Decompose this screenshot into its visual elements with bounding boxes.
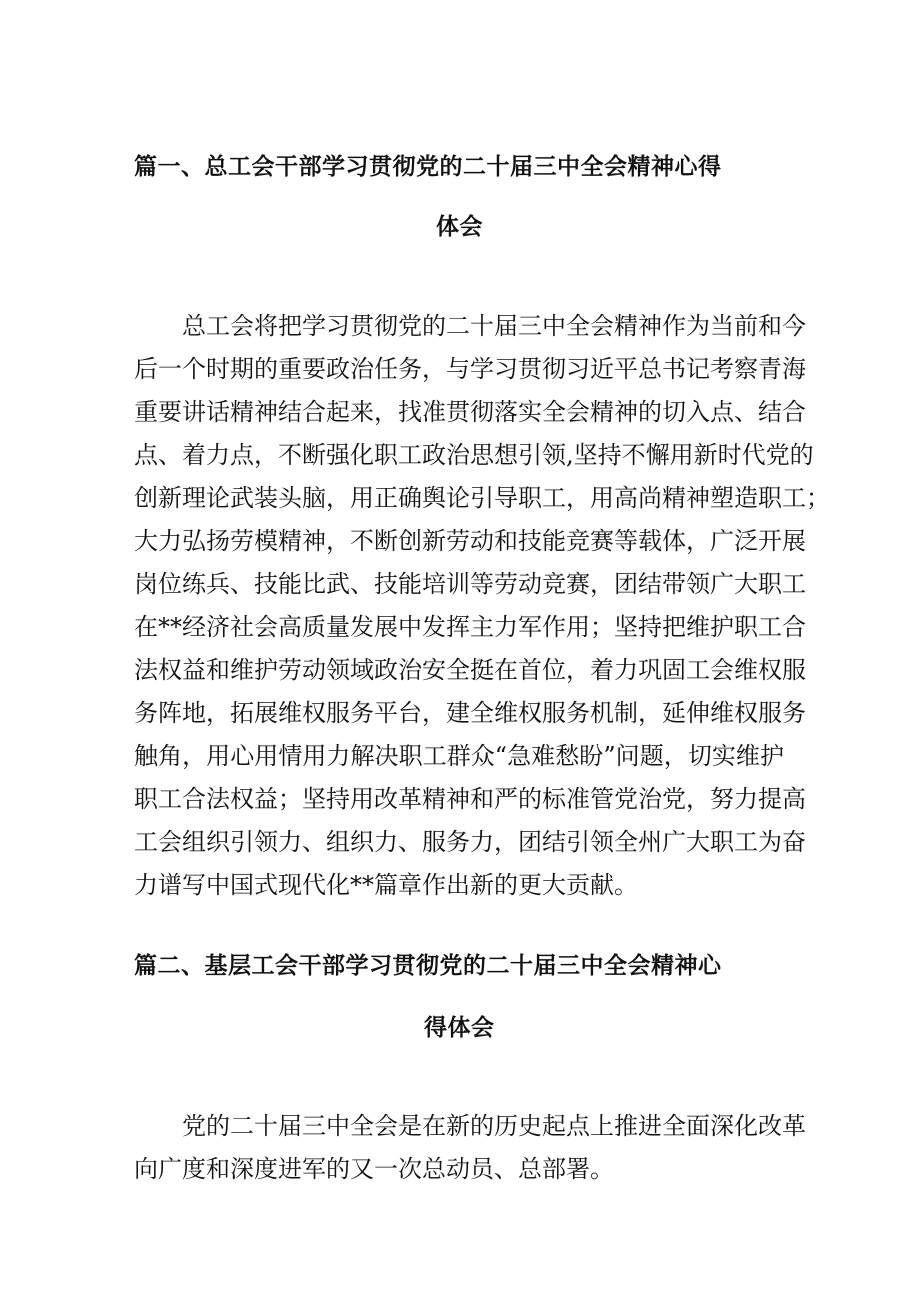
paragraph-line: 总工会将把学习贯彻党的二十届三中全会精神作为当前和今 [182,312,806,340]
paragraph-line: 后一个时期的重要政治任务，与学习贯彻习近平总书记考察青海 [134,355,806,383]
paragraph-line: 法权益和维护劳动领域政治安全挺在首位，着力巩固工会维权服 [134,656,806,684]
section2-title-line2: 得体会 [424,1015,495,1041]
paragraph-line: 岗位练兵、技能比武、技能培训等劳动竞赛，团结带领广大职工 [134,570,806,598]
paragraph-line: 向广度和深度进军的又一次总动员、总部署。 [134,1155,614,1183]
paragraph-line: 大力弘扬劳模精神，不断创新劳动和技能竞赛等载体，广泛开展 [134,527,806,555]
paragraph-line: 党的二十届三中全会是在新的历史起点上推进全面深化改革 [182,1112,806,1140]
paragraph-line: 在**经济社会高质量发展中发挥主力军作用；坚持把维护职工合 [134,613,806,641]
paragraph-line: 重要讲话精神结合起来，找准贯彻落实全会精神的切入点、结合 [134,398,806,426]
section1-title-line1: 篇一、总工会干部学习贯彻党的二十届三中全会精神心得 [134,154,722,180]
paragraph-line: 触角，用心用情用力解决职工群众“急难愁盼”问题，切实维护 [134,742,784,770]
paragraph-line: 力谱写中国式现代化**篇章作出新的更大贡献。 [134,871,638,899]
paragraph-line: 务阵地，拓展维权服务平台，建全维权服务机制，延伸维权服务 [134,699,806,727]
paragraph-line: 创新理论武装头脑，用正确舆论引导职工，用高尚精神塑造职工； [134,484,830,512]
paragraph-line: 工会组织引领力、组织力、服务力，团结引领全州广大职工为奋 [134,828,806,856]
section1-title-line2: 体会 [436,214,483,240]
section2-title-line1: 篇二、基层工会干部学习贯彻党的二十届三中全会精神心 [134,953,722,979]
paragraph-line: 职工合法权益；坚持用改革精神和严的标准管党治党，努力提高 [134,785,806,813]
paragraph-line: 点、着力点，不断强化职工政治思想引领,坚持不懈用新时代党的 [134,441,814,469]
